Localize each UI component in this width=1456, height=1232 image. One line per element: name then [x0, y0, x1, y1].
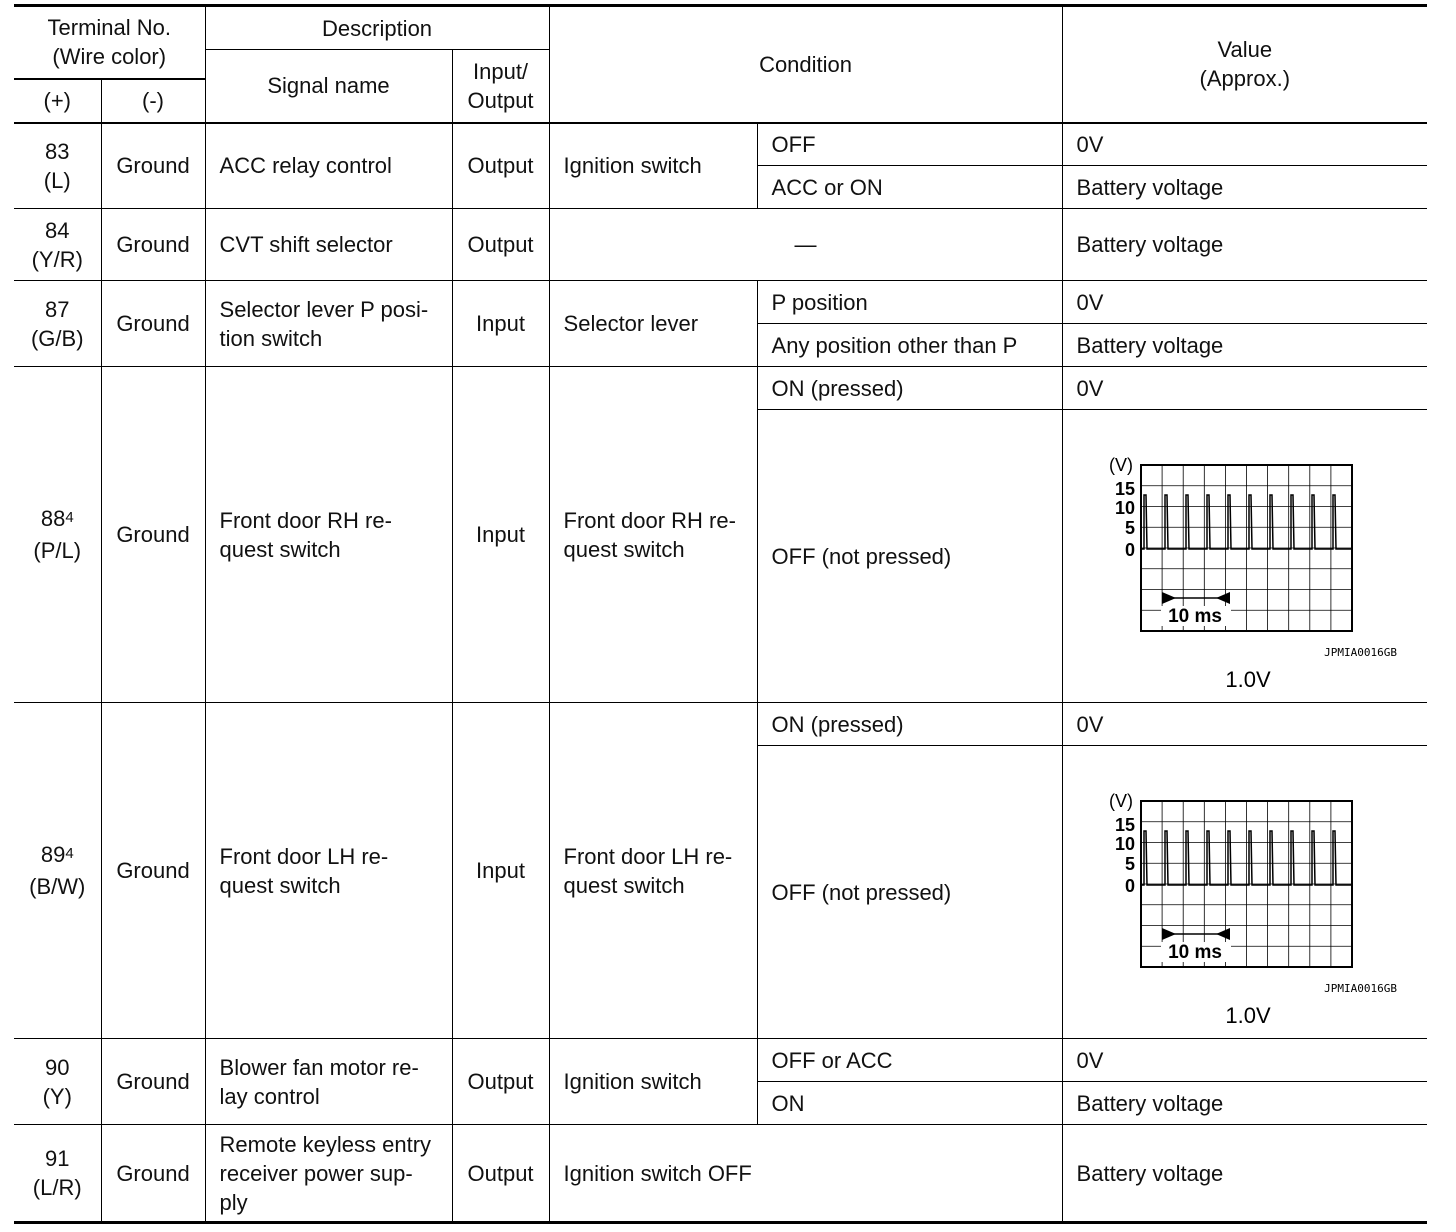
terminal-table	[14, 4, 1427, 1224]
value-cell: 0V	[1062, 123, 1427, 166]
value-cell: Battery voltage	[1062, 166, 1427, 209]
state-cell: OFF or ACC	[757, 1039, 1062, 1082]
value-cell: Battery voltage	[1062, 1082, 1427, 1125]
time-arrow-left	[1216, 928, 1230, 940]
description-header: Description	[205, 6, 549, 50]
table-row	[14, 367, 1427, 410]
state-cell: ACC or ON	[757, 166, 1062, 209]
table-row	[14, 1039, 1427, 1082]
ground-cell: Ground	[101, 367, 205, 703]
terminal-cell: $88^4$ (P/L)	[14, 367, 101, 703]
terminal-cell: 83 (L)	[14, 123, 101, 209]
waveform-unit: (V)	[1108, 791, 1133, 811]
time-label: 10 ms	[1167, 942, 1222, 963]
io-cell: Input	[452, 367, 549, 703]
value-text: 1.0V	[1224, 667, 1271, 692]
io-cell: Output	[452, 1125, 549, 1223]
table-row	[14, 1125, 1427, 1223]
io-cell: Input	[452, 281, 549, 367]
figure-code: JPMIA0016GB	[1323, 646, 1397, 659]
signal-cell: Selector lever P posi- tion switch	[205, 281, 452, 367]
state-cell: P position	[757, 281, 1062, 324]
terminal-cell: $89^4$ (B/W)	[14, 703, 101, 1039]
condition-cell: Selector lever	[549, 281, 757, 367]
minus-header: (-)	[101, 79, 205, 123]
condition-header: Condition	[549, 6, 1062, 123]
signal-cell: CVT shift selector	[205, 209, 452, 281]
ground-cell: Ground	[101, 209, 205, 281]
condition-cell: Front door RH re- quest switch	[549, 367, 757, 703]
terminal-cell: 91 (L/R)	[14, 1125, 101, 1223]
waveform-graph	[1063, 410, 1428, 702]
time-arrow-right	[1162, 928, 1176, 940]
condition-cell: —	[549, 209, 1062, 281]
io-cell: Output	[452, 1039, 549, 1125]
signal-cell: ACC relay control	[205, 123, 452, 209]
signal-cell: Front door LH re- quest switch	[205, 703, 452, 1039]
io-cell: Input	[452, 703, 549, 1039]
waveform-y-tick: 10	[1114, 834, 1135, 854]
condition-cell: Ignition switch OFF	[549, 1125, 1062, 1223]
value-cell: 0V	[1062, 1039, 1427, 1082]
footnote-marker: 4	[65, 509, 74, 526]
waveform-unit: (V)	[1108, 455, 1133, 475]
ground-cell: Ground	[101, 1039, 205, 1125]
table-row	[14, 123, 1427, 166]
condition-cell: Ignition switch	[549, 1039, 757, 1125]
waveform-y-tick: 0	[1124, 876, 1135, 896]
io-cell: Output	[452, 123, 549, 209]
time-arrow-right	[1162, 592, 1176, 604]
terminal-no-header: Terminal No. (Wire color)	[14, 6, 205, 79]
header-row-1	[14, 6, 1427, 50]
signal-cell: Blower fan motor re- lay control	[205, 1039, 452, 1125]
table-row	[14, 209, 1427, 281]
waveform-y-tick: 0	[1124, 540, 1135, 560]
waveform-cell	[1062, 746, 1427, 1039]
footnote-marker: 4	[65, 845, 74, 862]
waveform-y-tick: 5	[1124, 518, 1135, 538]
signal-cell: Front door RH re- quest switch	[205, 367, 452, 703]
value-cell: 0V	[1062, 281, 1427, 324]
state-cell: ON (pressed)	[757, 703, 1062, 746]
ground-cell: Ground	[101, 1125, 205, 1223]
state-cell: Any position other than P	[757, 324, 1062, 367]
terminal-cell: 87 (G/B)	[14, 281, 101, 367]
time-label: 10 ms	[1167, 606, 1222, 627]
io-header: Input/ Output	[452, 50, 549, 123]
value-cell: Battery voltage	[1062, 324, 1427, 367]
state-cell: ON (pressed)	[757, 367, 1062, 410]
table-row	[14, 281, 1427, 324]
terminal-cell: 90 (Y)	[14, 1039, 101, 1125]
condition-cell: Ignition switch	[549, 123, 757, 209]
time-arrow-left	[1216, 592, 1230, 604]
state-cell: OFF	[757, 123, 1062, 166]
io-cell: Output	[452, 209, 549, 281]
value-cell: 0V	[1062, 703, 1427, 746]
waveform-y-tick: 15	[1114, 815, 1135, 835]
waveform-y-tick: 15	[1114, 479, 1135, 499]
value-cell: Battery voltage	[1062, 1125, 1427, 1223]
value-text: 1.0V	[1224, 1003, 1271, 1028]
plus-header: (+)	[14, 79, 101, 123]
state-cell: OFF (not pressed)	[757, 746, 1062, 1039]
waveform-y-tick: 5	[1124, 854, 1135, 874]
value-cell: Battery voltage	[1062, 209, 1427, 281]
state-cell: OFF (not pressed)	[757, 410, 1062, 703]
condition-cell: Front door LH re- quest switch	[549, 703, 757, 1039]
terminal-cell: 84 (Y/R)	[14, 209, 101, 281]
waveform-cell	[1062, 410, 1427, 703]
waveform-graph	[1063, 746, 1428, 1038]
ground-cell: Ground	[101, 123, 205, 209]
value-cell: 0V	[1062, 367, 1427, 410]
state-cell: ON	[757, 1082, 1062, 1125]
table-row	[14, 703, 1427, 746]
signal-cell: Remote keyless entry receiver power sup- ply	[205, 1125, 452, 1223]
signal-name-header: Signal name	[205, 50, 452, 123]
figure-code: JPMIA0016GB	[1323, 982, 1397, 995]
value-header: Value (Approx.)	[1062, 6, 1427, 123]
ground-cell: Ground	[101, 703, 205, 1039]
ground-cell: Ground	[101, 281, 205, 367]
waveform-y-tick: 10	[1114, 498, 1135, 518]
